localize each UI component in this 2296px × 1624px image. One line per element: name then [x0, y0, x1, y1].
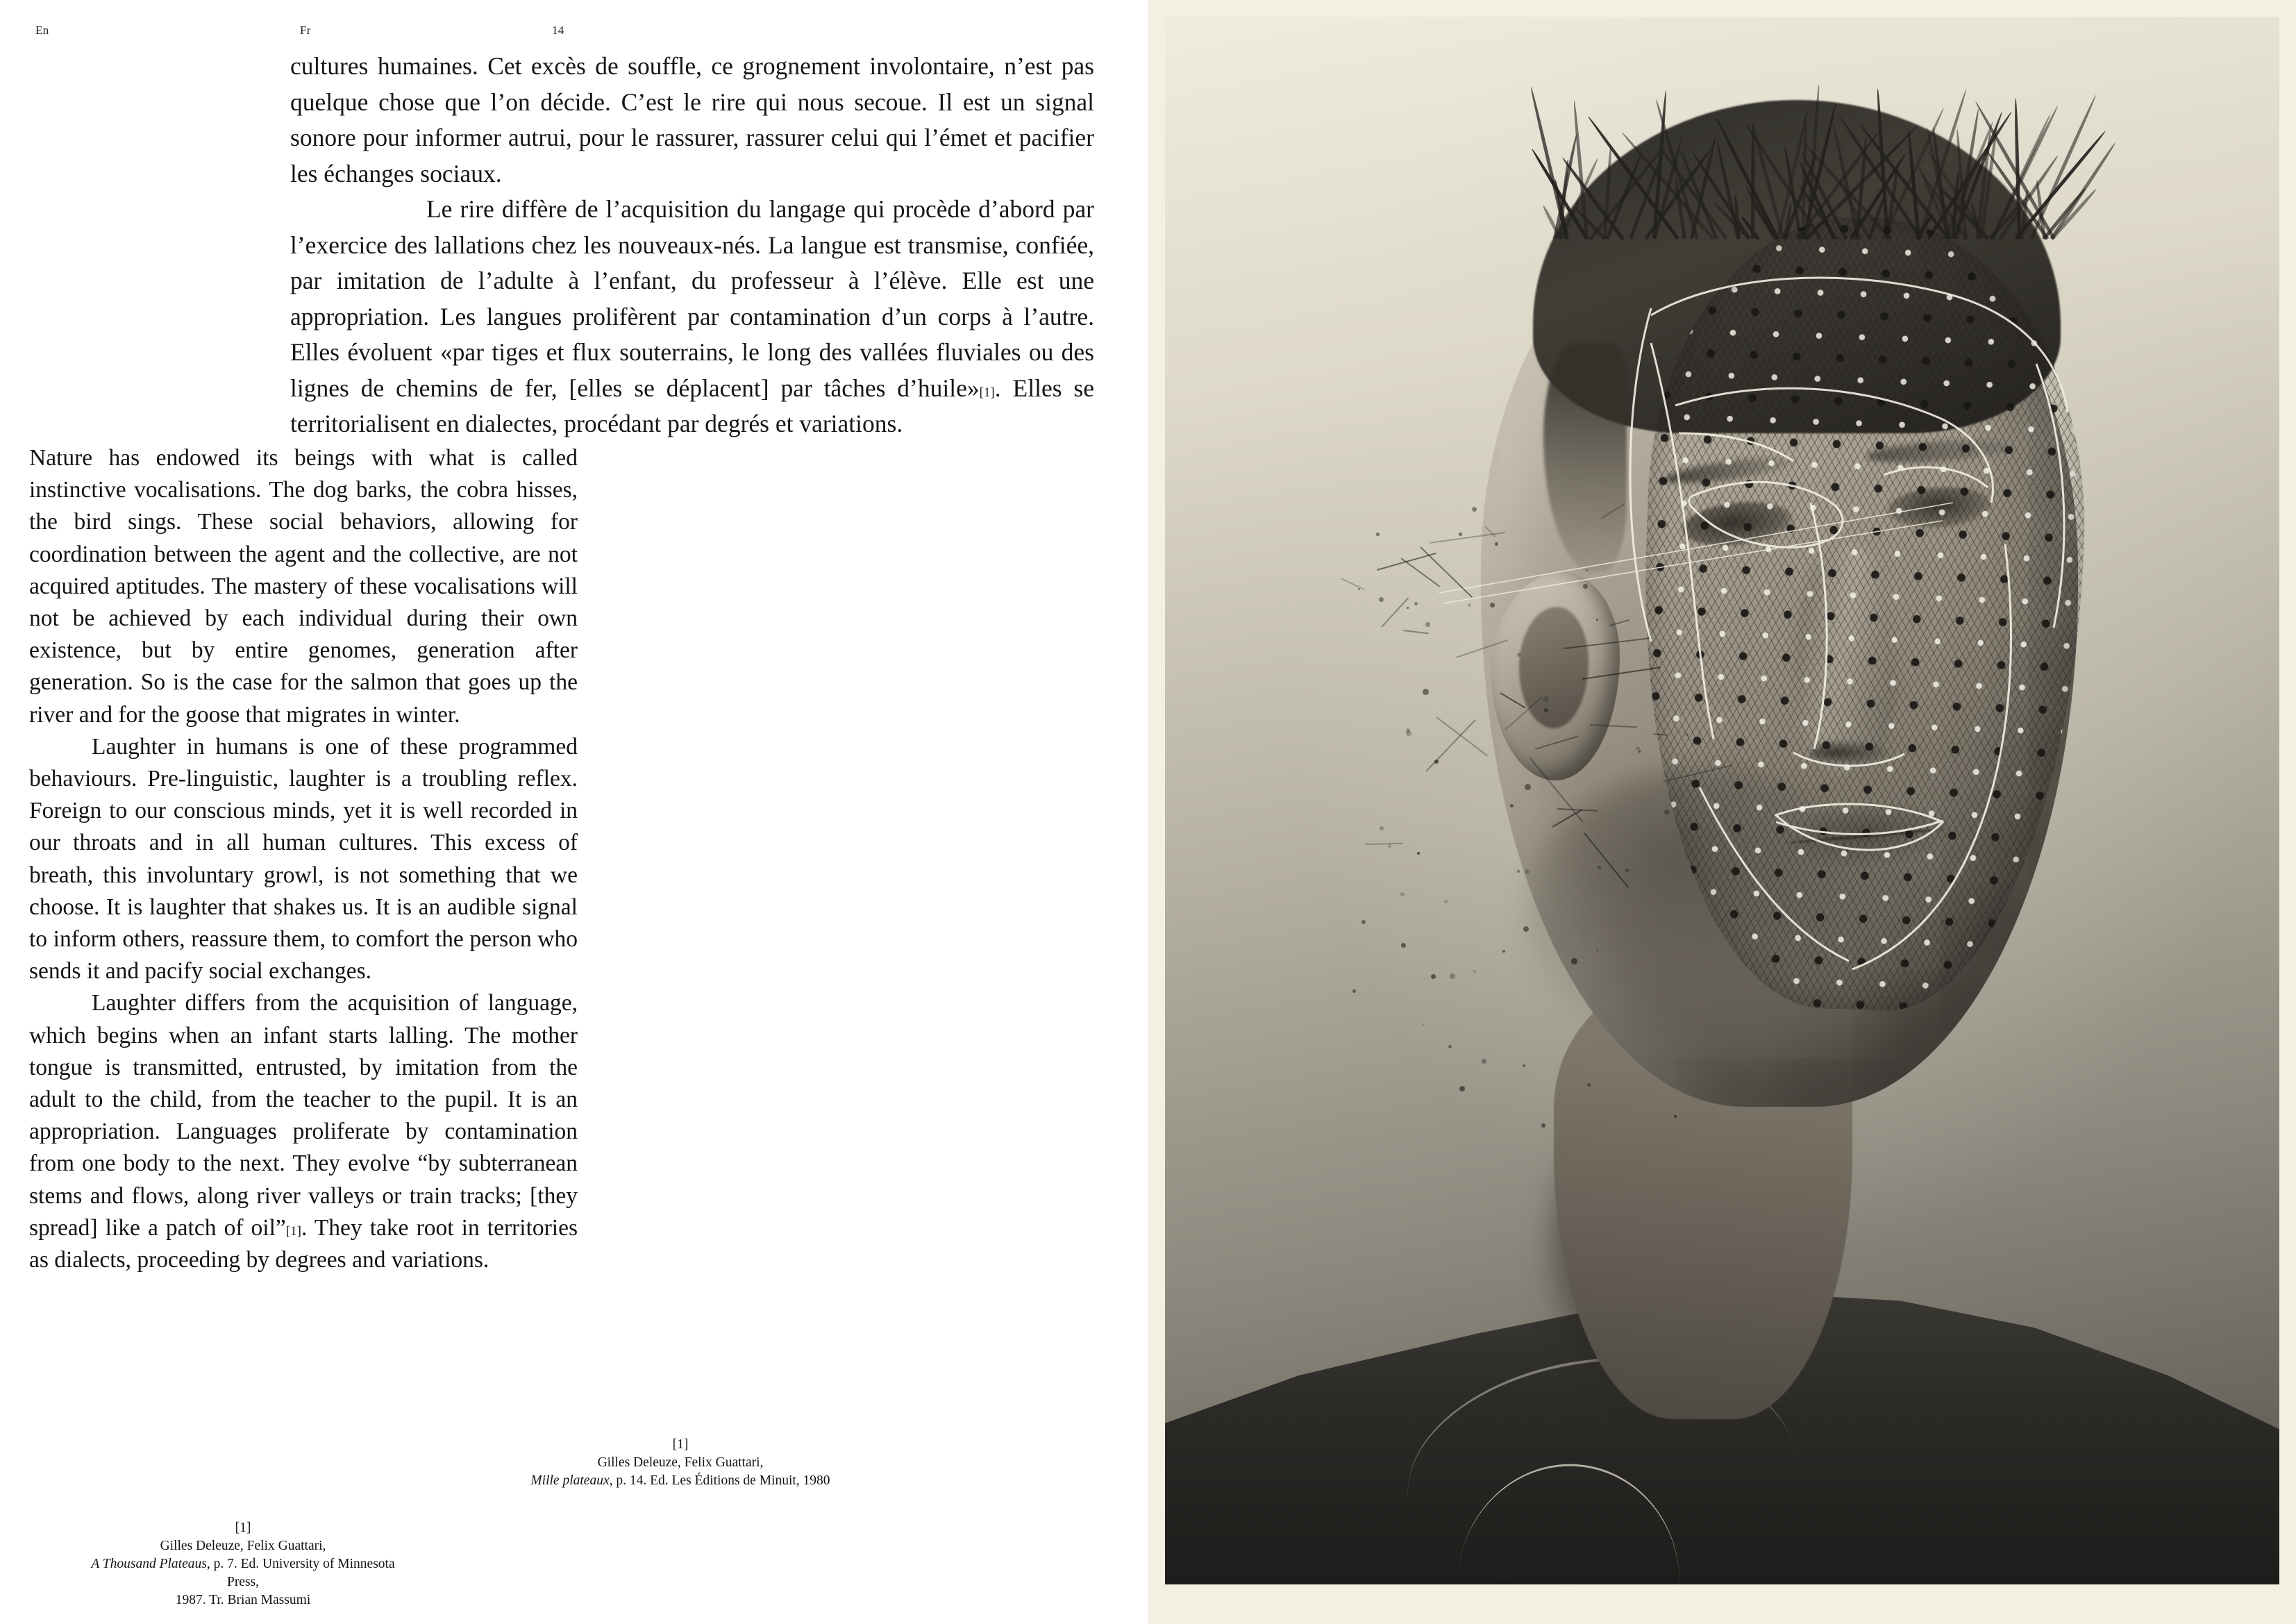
footnote-french-title: Mille plateaux: [530, 1473, 610, 1488]
footnote-french-line2: [530, 1473, 830, 1488]
footnote-english: [76, 1519, 410, 1609]
footnote-french-mark: [1]: [672, 1437, 689, 1452]
en-paragraph-1: Nature has endowed its beings with what is called instinctive vocalisations. The dog barks, the cobra hisses, the bird sings. These social behaviors, allowing for coordination between the agent and the collective, are not acquired aptitudes. The mastery of these vocalisations will not be achieved by each individual during their own existence, but by entire genomes, generation after generation. So is the case for the salmon that goes up the river and for the goose that migrates in winter.: [29, 445, 578, 728]
footnote-french-line1: Gilles Deleuze, Felix Guattari,: [597, 1455, 764, 1470]
fr-footnote-reference: [1]: [979, 385, 995, 400]
fr-paragraph-2-tail: . Elles se territorialisent en dialectes, procédant par degrés et variations.: [290, 374, 1094, 437]
footnote-french: [479, 1436, 882, 1490]
footnote-english-title: A Thousand Plateaus: [91, 1557, 207, 1571]
english-text-column: [29, 442, 578, 1276]
en-paragraph-3: [29, 987, 578, 1276]
fr-paragraph-2-body: Le rire diffère de l’acquisition du langage qui procède d’abord par l’exercice des lallations chez les nouveaux-nés. La langue est transmise, confiée, par imitation de l’adulte à l’enfant, du professeur à l’élève. Elle est une appropriation. Les langues prolifèrent par contamination d’un corps à l’autre. Elles évoluent «par tiges et flux souterrains, le long des vallées fluviales ou des lignes de chemins de fer, [elles se déplacent] par tâches d’huile»: [290, 195, 1094, 402]
footnote-french-line2-rest: , p. 14. Ed. Les Éditions de Minuit, 1980: [609, 1473, 830, 1488]
en-paragraph-3-body: Laughter differs from the acquisition of language, which begins when an infant starts lalling. The mother tongue is transmitted, entrusted, by imitation from the adult to the child, from the teacher to the pupil. It is an appropriation. Languages proliferate by contamination from one body to the next. They evolve “by subterranean stems and flows, along river valleys or train tracks; [they spread] like a patch of oil”: [29, 990, 578, 1241]
footnote-english-line2-rest: , p. 7. Ed. University of Minnesota Press,: [206, 1557, 395, 1589]
fr-paragraph-2: [290, 192, 1094, 442]
running-header: [0, 24, 1148, 44]
footnote-english-line1: Gilles Deleuze, Felix Guattari,: [160, 1539, 326, 1553]
footnote-english-line3: 1987. Tr. Brian Massumi: [175, 1593, 311, 1607]
en-paragraph-3-tail: . They take root in territories as dialects, proceeding by degrees and variations.: [29, 1214, 578, 1273]
footnote-english-mark: [1]: [235, 1521, 251, 1535]
french-text-column: [290, 49, 1094, 442]
portrait-photograph: [1165, 17, 2279, 1584]
fr-paragraph-1: cultures humaines. Cet excès de souffle, ce grognement involontaire, n’est pas quelque chose que l’on décide. C’est le rire qui nous secoue. Il est un signal sonore pour informer autrui, pour le rassurer, rassurer celui qui l’émet et pacifier les échanges sociaux.: [290, 52, 1094, 187]
footnote-english-line2: [76, 1555, 410, 1591]
page-number: 14: [552, 24, 564, 37]
en-footnote-reference: [1]: [285, 1223, 301, 1239]
header-language-en: En: [35, 24, 49, 37]
right-page: [1148, 0, 2296, 1624]
en-paragraph-2: Laughter in humans is one of these programmed behaviours. Pre-linguistic, laughter is a troubling reflex. Foreign to our conscious minds, yet it is well recorded in our throats and in all human cultures. This excess of breath, this involuntary growl, is not something that we choose. It is laughter that shakes us. It is an audible signal to inform others, reassure them, to comfort the person who sends it and pacify social exchanges.: [29, 733, 578, 985]
film-grain: [1165, 17, 2279, 1584]
header-language-fr: Fr: [300, 24, 311, 37]
